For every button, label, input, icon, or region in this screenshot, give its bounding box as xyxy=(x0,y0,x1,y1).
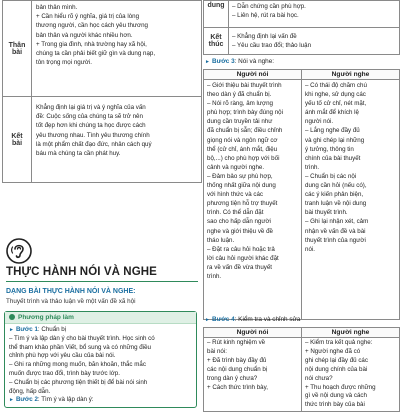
column-header-speaker: Người nói xyxy=(204,70,302,80)
column-header-listener: Người nghe xyxy=(302,328,400,338)
table-row xyxy=(3,1,202,97)
text-line: trình. xyxy=(305,163,320,171)
text-line: bài thuyết trình. xyxy=(305,209,348,217)
row-label-line: bài xyxy=(11,139,23,147)
row-label-line: dung xyxy=(207,2,225,9)
step-text: : Tìm ý và lập dàn ý: xyxy=(37,396,94,404)
row-label-than-bai xyxy=(3,1,32,97)
text-line: dung cần truyền tải như xyxy=(207,118,273,126)
text-line: + Người nghe đã có xyxy=(305,347,361,355)
text-line: ra về vấn đề vừa thuyết xyxy=(207,263,273,271)
ket-thuc-content xyxy=(229,28,400,55)
text-line: – Khẳng định lại vấn đề xyxy=(232,33,297,40)
row-label-line: bài xyxy=(11,48,23,56)
row-label-noi-dung xyxy=(204,1,229,28)
text-line: tốt đẹp hơn khi chúng ta học được cách xyxy=(36,122,146,130)
listener-cell xyxy=(302,80,400,320)
column-header-listener: Người nghe xyxy=(302,70,400,80)
text-line: phương tiện hỗ trợ thuyết xyxy=(207,200,278,208)
step-label: Bước 3 xyxy=(211,58,235,65)
text-line: cảnh và người nghe. xyxy=(207,163,265,171)
section-subtitle: DẠNG BÀI THỰC HÀNH NÓI VÀ NGHE: xyxy=(6,288,136,295)
than-bai-content xyxy=(32,1,202,97)
text-line: bản thân và người khác nhiều hơn. xyxy=(36,31,133,39)
step-3-heading xyxy=(205,58,274,65)
section-divider xyxy=(6,281,198,282)
text-line: nói chưa? xyxy=(305,374,333,382)
text-line: chính của bài thuyết xyxy=(305,154,361,162)
step-4-heading xyxy=(205,316,300,323)
noi-dung-content xyxy=(229,1,400,28)
text-line: bộ,...) cho phù hợp với bối xyxy=(207,154,280,162)
column-header-speaker: Người nói xyxy=(204,328,302,338)
text-line: gì về nội dung và cách xyxy=(305,392,367,400)
text-line: – Đảm bảo sự phù hợp, xyxy=(207,172,273,180)
text-line: sao cho hấp dẫn người xyxy=(207,218,271,226)
table-header-row xyxy=(204,70,400,80)
text-line: các nội dung chuẩn bị xyxy=(207,365,268,373)
text-line: trong dàn ý chưa? xyxy=(207,374,258,382)
section-title: THỰC HÀNH NÓI VÀ NGHE xyxy=(6,266,157,278)
text-line: + Thu hoạch được những xyxy=(305,383,376,391)
text-line: bài nói: xyxy=(207,347,227,355)
text-line: phù hợp; trình bày đúng nội xyxy=(207,109,283,117)
ket-bai-content xyxy=(32,97,202,183)
speaker-cell xyxy=(204,80,302,320)
ear-icon xyxy=(6,238,32,264)
text-line: giọng nói và ngôn ngữ cơ xyxy=(207,136,278,144)
text-line: báu mà chúng ta cần phát huy. xyxy=(36,150,121,158)
text-line: chỉnh phù hợp với yêu cầu của bài nói. xyxy=(9,352,116,360)
text-line: chúng ta cần phải biết giữ gìn và dung nạp, xyxy=(36,50,156,58)
method-heading xyxy=(5,312,196,324)
text-line: đề: Cuộc sống của chúng ta sẽ trở nên xyxy=(36,113,143,121)
right-column xyxy=(203,0,400,409)
text-line: – Nói rõ ràng, âm lượng xyxy=(207,100,273,108)
text-line: – Yêu cầu trao đổi; thảo luận xyxy=(232,42,312,49)
step-text: : Kiểm tra và chỉnh sửa xyxy=(234,316,301,323)
text-line: tranh luận về nội dung xyxy=(305,200,367,208)
triangle-bullet-icon: ► xyxy=(9,397,14,404)
text-line: thể tham khảo phần Viết, bổ sung và có những điều xyxy=(9,343,151,351)
row-label-line: Kết xyxy=(210,34,222,41)
text-line: – Dẫn chứng cần phù hợp. xyxy=(232,3,306,10)
text-line: – Tìm ý và lập dàn ý cho bài thuyết trình. Học sinh có xyxy=(9,334,155,342)
text-line: Khẳng định lại giá trị và ý nghĩa của vấn xyxy=(36,104,146,111)
text-line: + Cần hiểu rõ ý nghĩa, giá trị của lòng xyxy=(36,13,140,21)
text-line: động, hấp dẫn. xyxy=(9,387,51,395)
text-line: ý tưởng, thông tin xyxy=(305,145,354,153)
text-line: + Trong gia đình, nhà trường hay xã hội, xyxy=(36,40,147,48)
text-line: – Có thái độ chăm chú xyxy=(305,82,367,89)
text-line: thức trình bày của bài xyxy=(305,401,365,409)
step-line xyxy=(9,326,192,335)
listener-cell xyxy=(302,338,400,412)
text-line: – Liên hệ, rút ra bài học. xyxy=(232,12,299,19)
text-line: + Cách thức trình bày, xyxy=(207,383,268,391)
table-row xyxy=(204,1,400,28)
text-line: và ghi chép lại những xyxy=(305,136,365,144)
check-edit-table xyxy=(203,327,400,412)
text-line: theo dàn ý đã chuẩn bị. xyxy=(207,91,272,99)
triangle-bullet-icon: ► xyxy=(205,59,210,65)
speaker-cell xyxy=(204,338,302,412)
text-line: yếu tố cử chỉ, nét mặt, xyxy=(305,100,367,108)
text-line: nghe và giới thiệu về đề xyxy=(207,227,273,235)
table-row xyxy=(3,97,202,183)
text-line: khi nghe, sử dụng các xyxy=(305,91,366,99)
speak-listen-table xyxy=(203,69,400,320)
text-line: thương người, cần học cách yêu thương xyxy=(36,22,148,30)
text-line: nội dung chính của bài xyxy=(305,365,368,373)
text-line: – Giới thiệu bài thuyết trình xyxy=(207,82,282,89)
text-line: ánh mắt để khích lệ xyxy=(305,109,360,117)
text-line: – Chuẩn bị các nội xyxy=(305,172,357,180)
text-line: – Ghi lại nhận xét, cảm xyxy=(305,218,369,226)
text-line: nhận về vấn đề và bài xyxy=(305,227,366,235)
text-line: dung cần hỏi (nếu có), xyxy=(305,182,367,190)
table-row xyxy=(204,338,400,412)
step-text: : Chuẩn bị xyxy=(37,326,67,333)
text-line: với hình thức và các xyxy=(207,191,264,199)
step-label: Bước 4 xyxy=(211,316,235,323)
method-body xyxy=(5,324,196,407)
text-line: – Rút kinh nghiệm về xyxy=(207,339,266,346)
text-line: tháo luận. xyxy=(207,236,235,244)
row-label-line: Kết xyxy=(11,132,23,140)
outline-table-continued xyxy=(203,0,400,55)
text-line: đã chuẩn bị sẵn; điều chỉnh xyxy=(207,127,283,135)
text-line: trình. xyxy=(207,272,222,280)
text-line: tôn trọng mọi người. xyxy=(36,59,93,67)
text-line: – Ghi ra những mong muốn, băn khoăn, thắc mắc xyxy=(9,361,146,369)
text-line: ghi chép lại đầy đủ các xyxy=(305,356,368,364)
text-line: muốn được trao đổi, trình bày trước lớp. xyxy=(9,369,120,377)
text-line: bản thân mình. xyxy=(36,4,78,11)
table-header-row xyxy=(204,328,400,338)
text-line: là một phẩm chất đạo đức, nhân cách quý xyxy=(36,140,152,148)
row-label-ket-thuc xyxy=(204,28,229,55)
text-line: thuyết trình của người xyxy=(305,236,366,244)
method-box xyxy=(4,311,197,408)
text-line: các ý kiến phản biện, xyxy=(305,191,364,199)
text-line: yêu thương nhau. Tình yêu thương chính xyxy=(36,131,150,139)
method-heading-label: Phương pháp làm xyxy=(18,314,74,321)
text-line: thể (cử chỉ, ánh mắt, điệu xyxy=(207,145,278,153)
bullet-icon xyxy=(9,314,15,320)
triangle-bullet-icon: ► xyxy=(9,327,14,333)
text-line: nói. xyxy=(305,245,315,253)
text-line: – Lắng nghe đầy đủ xyxy=(305,127,360,135)
text-line: thống nhất giữa nội dung xyxy=(207,182,276,190)
step-label: Bước 2 xyxy=(15,396,38,404)
row-label-line: Thân xyxy=(8,41,26,49)
step-label: Bước 1 xyxy=(15,326,38,333)
text-line: trình. Có thể dẫn đặt xyxy=(207,209,264,217)
step-text: : Nói và nghe: xyxy=(234,58,275,65)
outline-table xyxy=(2,0,202,183)
row-label-line: thúc xyxy=(208,41,224,48)
text-line: người nói. xyxy=(305,118,334,126)
row-label-ket-bai xyxy=(3,97,32,183)
text-line: + Đã trình bày đầy đủ xyxy=(207,356,267,364)
section-description: Thuyết trình và thảo luận về một vấn đề xã hội xyxy=(6,298,136,305)
text-line: lời câu hỏi người khác đặt xyxy=(207,254,279,262)
step-line xyxy=(9,396,192,405)
text-line: – Đặt ra câu hỏi hoặc trả xyxy=(207,245,275,253)
table-row xyxy=(204,80,400,320)
table-row xyxy=(204,28,400,55)
text-line: – Kiểm tra kết quả nghe: xyxy=(305,339,373,346)
triangle-bullet-icon: ► xyxy=(205,317,210,323)
text-line: – Chuẩn bị các phương tiện thiết bị để bài nói sinh xyxy=(9,378,148,386)
